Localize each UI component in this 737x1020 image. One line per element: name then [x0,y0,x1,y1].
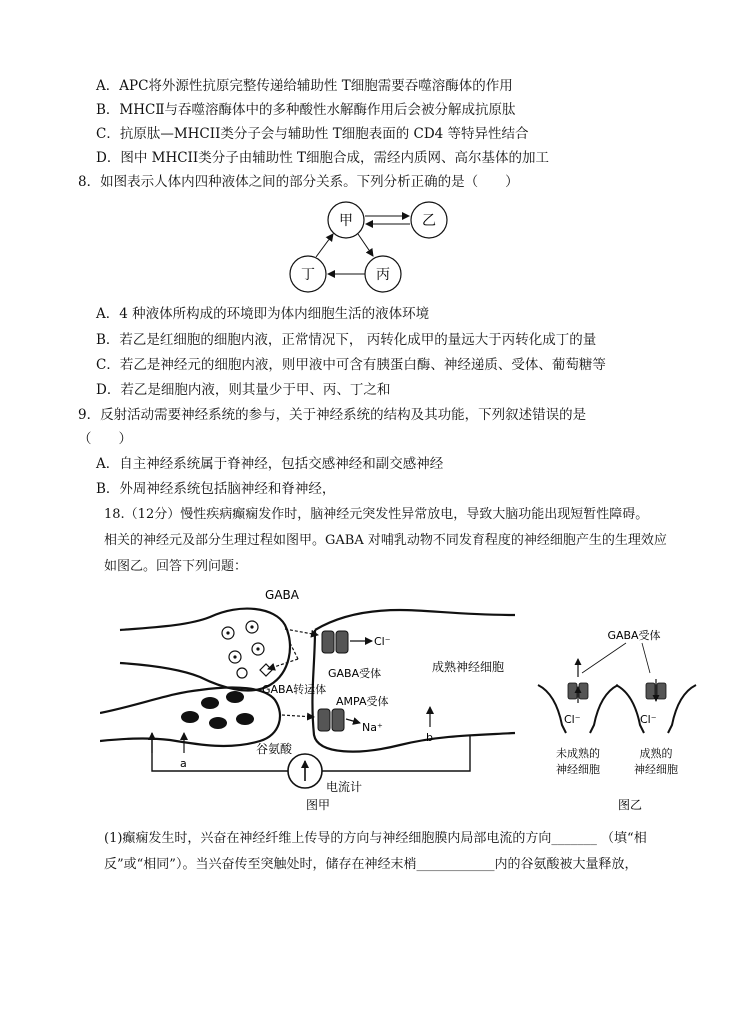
glutamate-vesicles [181,691,254,729]
node-bing: 丙 [376,267,390,283]
figure-jia-caption: 图甲 [305,798,331,812]
arrow-jia-to-bing [358,234,373,256]
q7-option-c: C．抗原肽—MHCII类分子会与辅助性 T细胞表面的 CD4 等特异性结合 [96,126,529,142]
ampa-receptor-icon [318,709,344,731]
mature-neuron-body [315,610,515,630]
node-jia: 甲 [339,213,353,229]
label-mature-cell: 成熟神经细胞 [432,660,505,674]
q9-option-a: A．自主神经系统属于脊神经，包括交感神经和副交感神经 [96,456,444,472]
label-gaba-transporter: GABA转运体 [262,683,327,696]
q8-option-d: D．若乙是细胞内液，则其量少于甲、丙、丁之和 [96,382,391,398]
label-yi-cl-left: Cl⁻ [564,713,581,726]
gaba-transporter-icon [260,664,272,676]
q8-fluid-diagram [280,196,460,300]
figure-yi-caption: 图乙 [617,798,643,812]
figure-yi [530,625,705,815]
label-glutamate: 谷氨酸 [256,742,293,756]
q8-stem: 8．如图表示人体内四种液体之间的部分关系。下列分析正确的是（ ） [78,174,519,190]
node-ding: 丁 [301,267,315,283]
q7-option-d: D．图中 MHCII类分子由辅助性 T细胞合成，需经内质网、高尔基体的加工 [96,150,550,166]
q18-stem-line2: 相关的神经元及部分生理过程如图甲。GABA 对哺乳动物不同发育程度的神经细胞产生的生理效应 [104,533,667,548]
q9-option-b: B．外周神经系统包括脑神经和脊神经， [96,481,336,497]
q8-option-a: A．4 种液体所构成的环境即为体内细胞生活的液体环境 [96,306,430,322]
q7-option-a: A．APC将外源性抗原完整传递给辅助性 T细胞需要吞噬溶酶体的作用 [96,78,513,94]
label-b: b [426,731,433,744]
label-gaba: GABA [265,588,299,602]
label-mature-line1: 成熟的 [639,747,673,760]
q8-option-b: B．若乙是红细胞的细胞内液，正常情况下， 丙转化成甲的量远大于丙转化成丁的量 [96,332,597,348]
q18-stem-line1: 18.（12分）慢性疾病癫痫发作时，脑神经元突发性异常放电，导致大脑功能出现短暂性障碍。 [104,507,649,522]
label-cl: Cl⁻ [374,635,391,648]
q8-option-c: C．若乙是神经元的细胞内液，则甲液中可含有胰蛋白酶、神经递质、受体、葡萄糖等 [96,357,606,373]
node-yi: 乙 [422,213,436,229]
label-na: Na⁺ [362,721,383,734]
gaba-receptor-icon [322,631,348,653]
q18-sub1-line1: (1)癫痫发生时，兴奋在神经纤维上传导的方向与神经细胞膜内局部电流的方向_______ （填“相 [104,831,647,846]
label-immature-line1: 未成熟的 [556,747,600,760]
label-galvanometer: 电流计 [326,780,363,794]
label-yi-gaba-receptor: GABA受体 [607,629,661,642]
q9-answer-paren: （ ） [78,431,132,447]
label-immature-line2: 神经细胞 [556,763,600,776]
label-mature-line2: 神经细胞 [634,763,678,776]
label-ampa-receptor: AMPA受体 [336,695,389,708]
label-gaba-receptor: GABA受体 [328,667,382,680]
label-yi-cl-right: Cl⁻ [640,713,657,726]
arrow-ding-to-jia [316,234,333,257]
q9-stem: 9．反射活动需要神经系统的参与，关于神经系统的结构及其功能，下列叙述错误的是 [78,407,587,423]
q18-sub1-line2: 反”或“相同”）。当兴奋传至突触处时，储存在神经末梢____________内的谷氨酸被大量释放， [104,857,638,872]
figure-jia [100,585,525,815]
q18-stem-line3: 如图乙。回答下列问题： [104,559,248,574]
q7-option-b: B．MHCⅡ与吞噬溶酶体中的多种酸性水解酶作用后会被分解成抗原肽 [96,102,516,118]
label-a: a [180,757,187,770]
